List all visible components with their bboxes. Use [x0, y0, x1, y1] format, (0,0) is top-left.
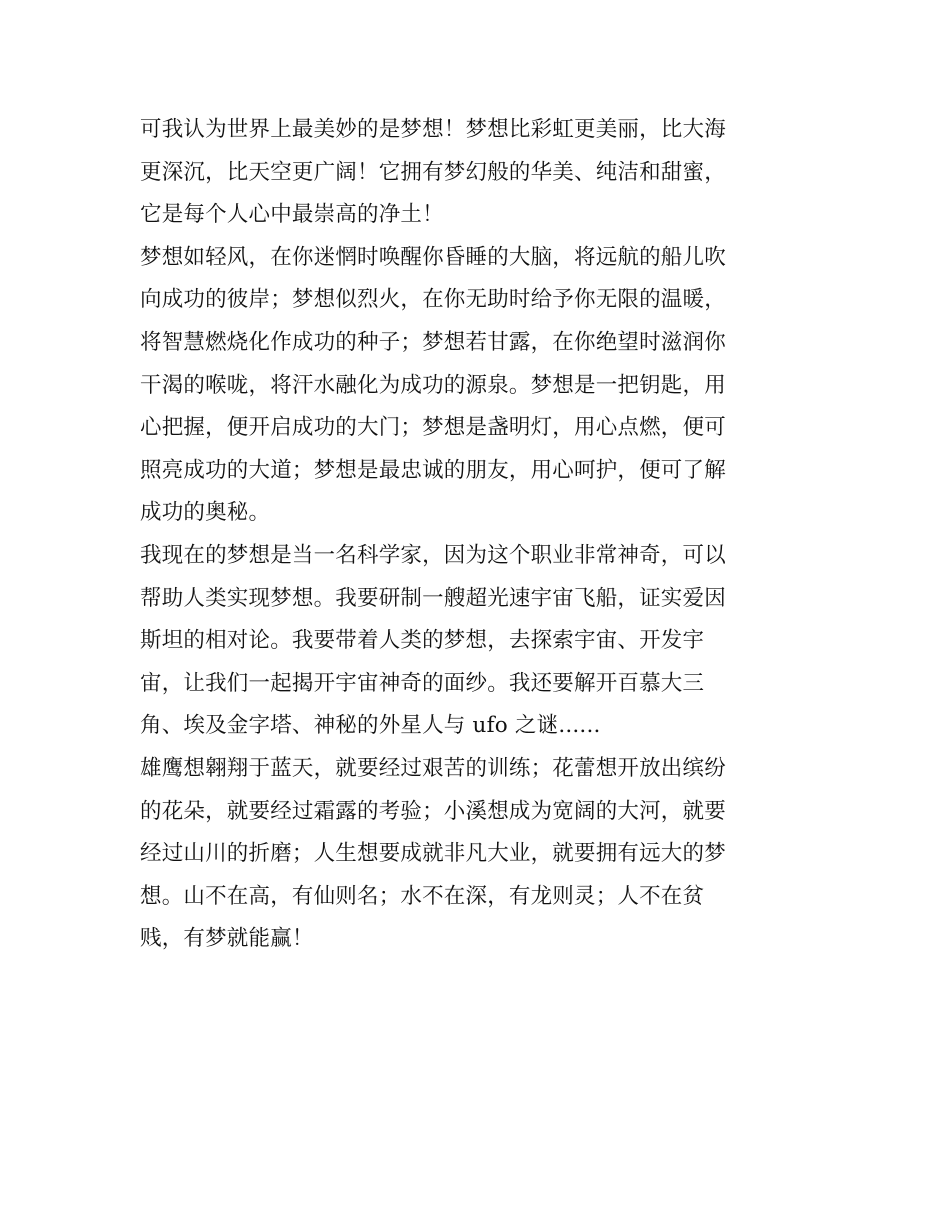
paragraph-3 — [140, 535, 820, 748]
text-line: 它是每个人心中最崇高的净土！ — [140, 202, 444, 228]
text-line: 帮助人类实现梦想。我要研制一艘超光速宇宙飞船，证实爱因 — [140, 585, 726, 611]
text-line: 成功的奥秘。 — [140, 500, 271, 526]
text-line: 角、埃及金字塔、神秘的外星人与 ufo 之谜...... — [140, 713, 601, 739]
text-line: 可我认为世界上最美妙的是梦想！梦想比彩虹更美丽，比大海 — [140, 117, 726, 142]
text-line: 贱，有梦就能赢！ — [140, 926, 314, 952]
paragraph-4 — [140, 748, 820, 961]
text-line: 向成功的彼岸；梦想似烈火，在你无助时给予你无限的温暖， — [140, 287, 726, 313]
paragraph-2 — [140, 237, 820, 535]
text-line: 宙，让我们一起揭开宇宙神奇的面纱。我还要解开百慕大三 — [140, 670, 705, 696]
document-body — [140, 109, 820, 961]
text-line: 我现在的梦想是当一名科学家，因为这个职业非常神奇，可以 — [140, 542, 726, 568]
text-line: 雄鹰想翱翔于蓝天，就要经过艰苦的训练；花蕾想开放出缤纷 — [140, 755, 726, 781]
text-line: 将智慧燃烧化作成功的种子；梦想若甘露，在你绝望时滋润你 — [140, 329, 726, 355]
text-line: 心把握，便开启成功的大门；梦想是盏明灯，用心点燃，便可 — [140, 415, 726, 441]
paragraph-1 — [140, 109, 820, 237]
text-line: 梦想如轻风，在你迷惘时唤醒你昏睡的大脑，将远航的船儿吹 — [140, 244, 726, 270]
text-line: 更深沉，比天空更广阔！它拥有梦幻般的华美、纯洁和甜蜜， — [140, 159, 726, 185]
text-line: 经过山川的折磨；人生想要成就非凡大业，就要拥有远大的梦 — [140, 841, 726, 867]
text-line: 照亮成功的大道；梦想是最忠诚的朋友，用心呵护，便可了解 — [140, 457, 726, 483]
text-line: 的花朵，就要经过霜露的考验；小溪想成为宽阔的大河，就要 — [140, 798, 726, 824]
text-line: 斯坦的相对论。我要带着人类的梦想，去探索宇宙、开发宇 — [140, 628, 705, 654]
text-line: 想。山不在高，有仙则名；水不在深，有龙则灵；人不在贫 — [140, 883, 705, 909]
text-line: 干渴的喉咙，将汗水融化为成功的源泉。梦想是一把钥匙，用 — [140, 372, 726, 398]
